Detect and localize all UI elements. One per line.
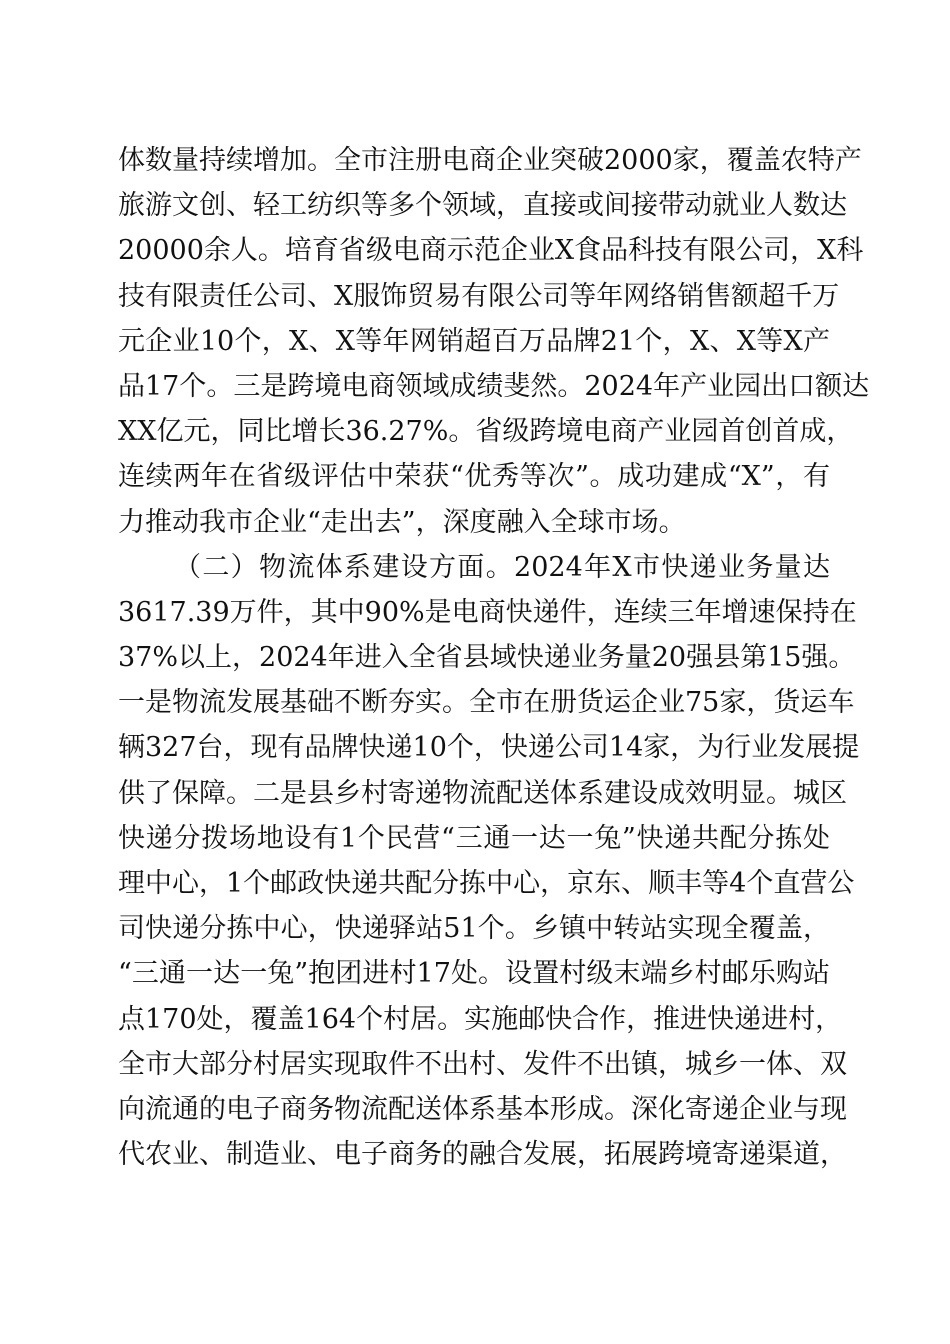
text-line: 辆327台，现有品牌快递10个，快递公司14家，为行业发展提 [118,732,860,764]
text-line: 一是物流发展基础不断夯实。全市在册货运企业75家，货运车 [118,687,855,719]
text-line: 连续两年在省级评估中荣获“优秀等次”。成功建成“X”，有 [118,461,830,493]
text-line: 理中心，1个邮政快递共配分拣中心，京东、顺丰等4个直营公 [118,868,855,899]
body-text [118,138,870,1177]
text-line: 品17个。三是跨境电商领域成绩斐然。2024年产业园出口额达 [118,370,870,402]
text-line: 全市大部分村居实现取件不出村、发件不出镇，城乡一体、双 [118,1048,847,1080]
text-line: 旅游文创、轻工纺织等多个领域，直接或间接带动就业人数达 [118,190,847,222]
text-line: 点170处，覆盖164个村居。实施邮快合作，推进快递进村， [118,1003,843,1035]
text-line: 技有限责任公司、X服饰贸易有限公司等年网络销售额超千万 [118,280,840,312]
text-line: 向流通的电子商务物流配送体系基本形成。深化寄递企业与现 [118,1093,847,1125]
text-line: 快递分拨场地设有1个民营“三通一达一兔”快递共配分拣处 [118,822,830,854]
text-line: 供了保障。二是县乡村寄递物流配送体系建设成效明显。城区 [118,777,847,809]
text-line: 元企业10个，X、X等年网销超百万品牌21个，X、X等X产 [118,325,830,357]
text-line: 37%以上，2024年进入全省县域快递业务量20强县第15强。 [118,642,856,674]
text-line: 司快递分拣中心，快递驿站51个。乡镇中转站实现全覆盖， [118,913,830,945]
text-line: 体数量持续增加。全市注册电商企业突破2000家，覆盖农特产 [118,145,862,176]
text-line: XX亿元，同比增长36.27%。省级跨境电商产业园首创首成， [118,416,854,448]
text-line: 20000余人。培育省级电商示范企业X食品科技有限公司，X科 [118,235,864,267]
text-line: 3617.39万件，其中90%是电商快递件，连续三年增速保持在 [118,596,857,628]
text-line: 代农业、制造业、电子商务的融合发展，拓展跨境寄递渠道， [118,1139,847,1171]
text-line: “三通一达一兔”抱团进村17处。设置村级末端乡村邮乐购站 [118,958,830,990]
text-line: 力推动我市企业“走出去”，深度融入全球市场。 [118,506,686,538]
section-heading-line: （二）物流体系建设方面。2024年X市快递业务量达 [174,551,830,583]
